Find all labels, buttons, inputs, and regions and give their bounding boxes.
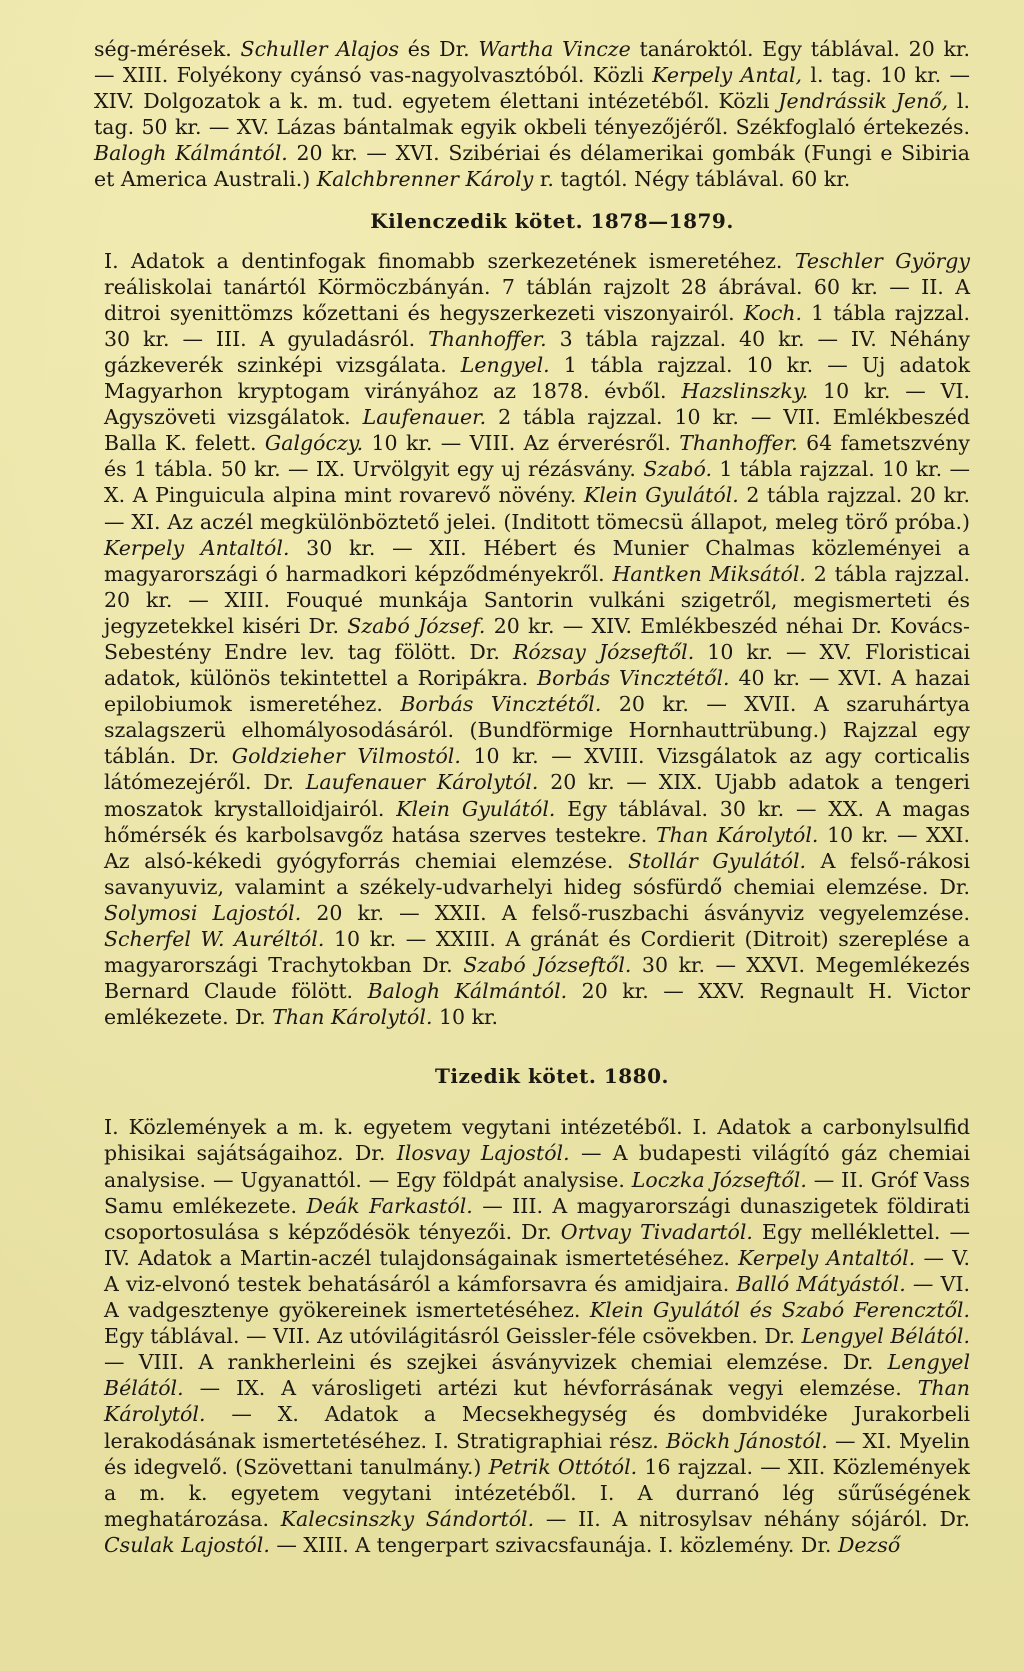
author-name: Klein Gyulától és Szabó Ferencztől. bbox=[589, 1298, 971, 1323]
text-run: 10 kr. — XV. Floristicai adatok, különös tekintettel a Roripákra. bbox=[104, 639, 971, 691]
author-name: Hantken Miksától. bbox=[612, 561, 806, 586]
text-run: — II. A nitrosylsav néhány sójáról. Dr. bbox=[534, 1506, 970, 1531]
author-name: Koch. bbox=[743, 300, 803, 325]
author-name: Goldzieher Vilmostól. bbox=[231, 744, 461, 769]
text-run: l. tag. 50 kr. — XV. Lázas bántalmak egyik okbeli tényezőjéről. Székfoglaló értekezés. bbox=[94, 89, 970, 140]
author-name: Balogh Kálmántól. bbox=[94, 141, 288, 166]
author-name: Galgóczy. bbox=[264, 431, 364, 456]
author-name: Kerpely Antaltól. bbox=[738, 1245, 916, 1270]
text-run: 2 tábla rajzzal. 20 kr. — XI. Az aczél megkülönböztető jelei. (Inditott tömecsü állapot, meleg törő próba.) bbox=[104, 483, 971, 534]
author-name: Böckh Jánostól. bbox=[665, 1428, 828, 1453]
author-name: Borbás Vincztétől. bbox=[537, 666, 730, 691]
text-run: Egy táblával. 30 kr. — XX. A magas hőmérsék és karbolsavgőz hatása szerves testekre. bbox=[104, 796, 970, 847]
text-run: — VIII. A rankherleini és szejkei ásványvizek chemiai elemzése. Dr. bbox=[104, 1350, 888, 1375]
volume-10-paragraph bbox=[104, 1114, 970, 1558]
author-name: Szabó József. bbox=[347, 613, 486, 638]
author-name: Wartha Vincze bbox=[478, 37, 631, 61]
text-run: 30 kr. — XXVI. Megemlékezés Bernard Claude fölött. bbox=[104, 953, 970, 1004]
text-run: 20 kr. — XXV. Regnault H. Victor emlékezete. Dr. bbox=[104, 979, 970, 1030]
text-run: — IX. A városligeti artézi kut hévforrásának vegyi elemzése. bbox=[183, 1376, 918, 1401]
text-run: — II. Gróf Vass Samu emlékezete. bbox=[104, 1167, 970, 1218]
volume-10-section bbox=[104, 1064, 970, 1558]
author-name: Lengyel Bélától. bbox=[104, 1350, 970, 1401]
author-name: Dezső bbox=[837, 1532, 901, 1557]
text-run: 30 kr. — XII. Hébert és Munier Chalmas közleményei a magyarországi ó harmadkori képződményekről. bbox=[104, 535, 971, 586]
text-run: 10 kr. — VI. Agyszöveti vizsgálatok. bbox=[104, 379, 971, 430]
text-run: reáliskolai tanártól Körmöczbányán. 7 táblán rajzolt 28 ábrával. 60 kr. — II. A ditroi syenittömzs kőzettani és hegyszerkezeti viszonyairól. bbox=[104, 274, 970, 325]
author-name: Hazslinszky. bbox=[681, 379, 809, 404]
text-run: 20 kr. — XIV. Emlékbeszéd néhai Dr. Kovács-Sebestény Endre lev. tag fölött. Dr. bbox=[104, 613, 970, 664]
author-name: Laufenauer Károlytól. bbox=[305, 770, 539, 795]
text-run: 1 tábla rajzzal. 30 kr. — III. A gyuladásról. bbox=[104, 300, 970, 351]
author-name: Balogh Kálmántól. bbox=[367, 979, 568, 1004]
author-name: Rózsay Józseftől. bbox=[512, 639, 695, 664]
text-run: A felső-rákosi savanyuviz, valamint a székely-udvarhelyi hideg sósfürdő chemiai elemzése. Dr. bbox=[104, 848, 971, 899]
author-name: Kerpely Antal, bbox=[652, 63, 803, 88]
text-run: 10 kr. — VIII. Az érverésről. bbox=[363, 431, 680, 456]
author-name: Lengyel Bélától. bbox=[801, 1324, 970, 1349]
author-name: Jendrássik Jenő, bbox=[778, 89, 949, 114]
text-run: — V. A viz-elvonó testek behatásáról a kámforsavra és amidjaira. bbox=[104, 1245, 970, 1296]
text-run: I. Adatok a dentinfogak finomabb szerkezetének ismeretéhez. bbox=[104, 248, 795, 273]
author-name: Ilosvay Lajostól. bbox=[396, 1141, 570, 1166]
author-name: Laufenauer. bbox=[362, 405, 487, 430]
author-name: Stollár Gyulától. bbox=[628, 848, 807, 873]
text-run: — X. Adatok a Mecsekhegység és dombvidéke Jurakorbeli lerakodásának ismertetéséhez. I. Stratigraphiai rész. bbox=[104, 1402, 970, 1453]
text-run: Egy melléklettel. — IV. Adatok a Martin-aczél tulajdonságainak ismertetéséhez. bbox=[104, 1219, 970, 1270]
text-run: 40 kr. — XVI. A hazai epilobiumok ismeretéhez. bbox=[104, 666, 970, 717]
text-run: 10 kr. bbox=[432, 1005, 499, 1030]
author-name: Schuller Alajos bbox=[240, 37, 400, 61]
text-run: 20 kr. — XIX. Ujabb adatok a tengeri moszatok krystalloidjairól. bbox=[104, 770, 970, 821]
text-run: 3 tábla rajzzal. 40 kr. — IV. Néhány gázkeverék szinképi vizsgálata. bbox=[104, 326, 970, 377]
volume-9-paragraph bbox=[104, 248, 970, 1031]
author-name: Scherfel W. Auréltól. bbox=[104, 927, 325, 951]
text-run: 20 kr. — XXII. A felső-ruszbachi ásványviz vegyelemzése. bbox=[301, 900, 970, 925]
author-name: Lengyel. bbox=[460, 352, 550, 377]
text-run: 2 tábla rajzzal. 20 kr. — XIII. Fouqué munkája Santorin vulkáni szigetről, megismerteti és jegyzetekkel kiséri Dr. bbox=[104, 561, 970, 638]
author-name: Kalchbrenner Károly bbox=[316, 167, 534, 192]
text-run: 1 tábla rajzzal. 10 kr. — X. A Pinguicula alpina mint rovarevő növény. bbox=[104, 457, 970, 508]
text-run: 2 tábla rajzzal. 10 kr. — VII. Emlékbeszéd Balla K. felett. bbox=[104, 405, 971, 456]
text-run: 10 kr. — XVIII. Vizsgálatok az agy corticalis látómezejéről. Dr. bbox=[104, 744, 970, 795]
text-run: tanároktól. Egy táblával. 20 kr. — XIII. Folyékony cyánsó vas-nagyolvasztóból. Közli bbox=[94, 37, 970, 88]
volume-9-section bbox=[104, 209, 970, 1031]
author-name: Szabó Józseftől. bbox=[463, 953, 632, 978]
author-name: Thanhoffer. bbox=[428, 326, 547, 351]
author-name: Thanhoffer. bbox=[679, 431, 798, 456]
author-name: Csulak Lajostól. bbox=[104, 1532, 270, 1557]
text-run: 16 rajzzal. — XII. Közlemények a m. k. egyetem vegytani intézetéből. I. A durranó lég sűrűségének meghatározása. bbox=[104, 1454, 970, 1531]
author-name: Loczka Józseftől. bbox=[631, 1167, 807, 1192]
text-run: 10 kr. — XXI. Az alsó-kékedi gyógyforrás chemiai elemzése. bbox=[104, 822, 970, 873]
text-run: 64 fametszvény és 1 tábla. 50 kr. — IX. Urvölgyit egy uj rézásvány. bbox=[104, 431, 970, 482]
author-name: Kalecsinszky Sándortól. bbox=[280, 1506, 535, 1531]
text-run: 1 tábla rajzzal. 10 kr. — Uj adatok Magyarhon kryptogam virányához az 1878. évből. bbox=[104, 352, 970, 404]
text-run: — XIII. A tengerpart szivacsfaunája. I. közlemény. Dr. bbox=[269, 1532, 838, 1557]
author-name: Ortvay Tivadartól. bbox=[560, 1219, 753, 1244]
author-name: Than Károlytól. bbox=[272, 1005, 433, 1030]
text-run: — VI. A vadgesztenye gyökereinek ismertetéséhez. bbox=[104, 1271, 971, 1323]
author-name: Balló Mátyástól. bbox=[736, 1271, 906, 1296]
author-name: Szabó. bbox=[643, 457, 712, 482]
intro-section bbox=[94, 36, 970, 193]
text-run: 20 kr. — XVI. Szibériai és délamerikai gombák (Fungi e Sibiria et America Australi.) bbox=[94, 141, 970, 192]
intro-paragraph bbox=[94, 36, 970, 193]
author-name: Than Károlytól. bbox=[655, 822, 819, 847]
text-run: — A budapesti világító gáz chemiai analysise. — Ugyanattól. — Egy földpát analysise. bbox=[104, 1141, 970, 1192]
text-run: 10 kr. — XXIII. A gránát és Cordierit (Ditroit) szereplése a magyarországi Trachytokban Dr. bbox=[104, 927, 970, 978]
author-name: Kerpely Antaltól. bbox=[104, 535, 290, 560]
text-run: l. tag. 10 kr. — XIV. Dolgozatok a k. m. tud. egyetem élettani intézetéből. Közli bbox=[94, 63, 970, 114]
text-run: Egy táblával. — VII. Az utóvilágitásról Geissler-féle csövekben. Dr. bbox=[104, 1324, 802, 1349]
author-name: Solymosi Lajostól. bbox=[104, 900, 302, 925]
text-run: 20 kr. — XVII. A szaruhártya szalagszerü elhomályosodásáról. (Bundförmige Hornhauttrübung.) Rajzzal egy táblán. Dr. bbox=[104, 692, 970, 769]
text-run: r. tagtól. Négy táblával. 60 kr. bbox=[533, 167, 851, 192]
author-name: Klein Gyulától. bbox=[396, 796, 556, 821]
author-name: Deák Farkastól. bbox=[306, 1193, 473, 1218]
author-name: Than Károlytól. bbox=[104, 1376, 970, 1427]
author-name: Klein Gyulától. bbox=[583, 483, 739, 508]
text-run: és Dr. bbox=[399, 37, 479, 61]
author-name: Teschler György bbox=[794, 248, 970, 273]
volume-9-heading: Kilenczedik kötet. 1878—1879. bbox=[370, 208, 734, 233]
text-run: — III. A magyarországi dunaszigetek földirati csoportosulása s képződésök tényezői. Dr. bbox=[104, 1193, 970, 1244]
text-run: I. Közlemények a m. k. egyetem vegytani intézetéből. I. Adatok a carbonylsulfid phisikai sajátságaihoz. Dr. bbox=[104, 1115, 970, 1166]
author-name: Petrik Ottótól. bbox=[488, 1454, 638, 1479]
author-name: Borbás Vincztétől. bbox=[400, 692, 602, 717]
volume-10-heading: Tizedik kötet. 1880. bbox=[435, 1064, 669, 1089]
text-run: — XI. Myelin és idegvelő. (Szövettani tanulmány.) bbox=[104, 1428, 970, 1479]
text-run: ség-mérések. bbox=[94, 37, 241, 61]
